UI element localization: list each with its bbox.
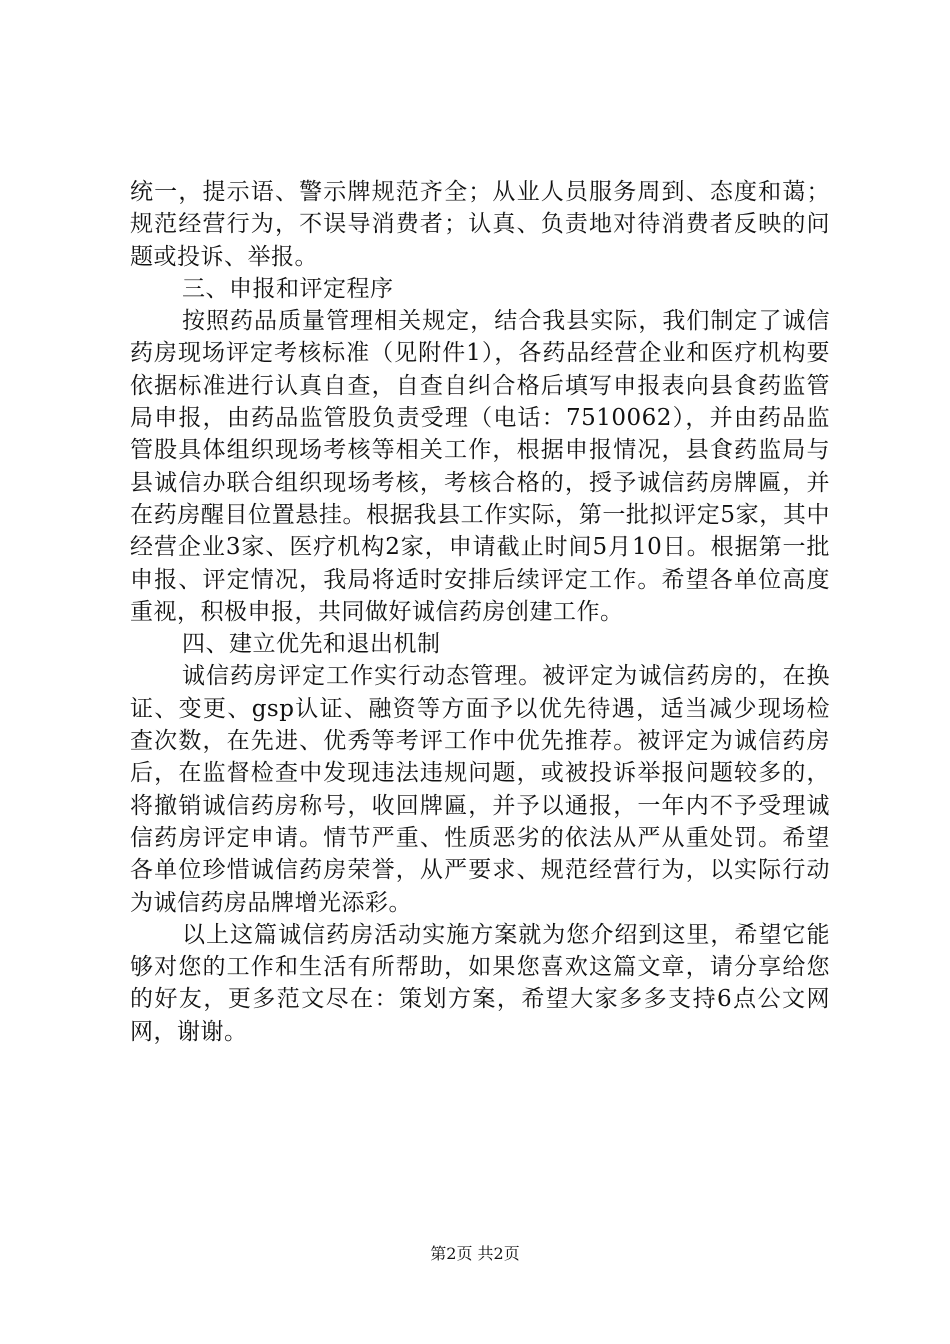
- paragraph-closing: 以上这篇诚信药房活动实施方案就为您介绍到这里，希望它能够对您的工作和生活有所帮助，如果您喜欢这篇文章，请分享给您的好友，更多范文尽在：策划方案，希望大家多多支持6点公文网网，谢谢。: [130, 921, 830, 1045]
- section-heading-4: 四、建立优先和退出机制: [182, 631, 441, 658]
- paragraph-application-procedure: 按照药品质量管理相关规定，结合我县实际，我们制定了诚信药房现场评定考核标准（见附件1），各药品经营企业和医疗机构要依据标准进行认真自查，自查自纠合格后填写申报表向县食药监管局申报，由药品监管股负责受理（电话：7510062），并由药品监管股具体组织现场考核等相关工作，根据申报情况，县食药监局与县诚信办联合组织现场考核，考核合格的，授予诚信药房牌匾，并在药房醒目位置悬挂。根据我县工作实际，第一批拟评定5家，其中经营企业3家、医疗机构2家，申请截止时间5月10日。根据第一批申报、评定情况，我局将适时安排后续评定工作。希望各单位高度重视，积极申报，共同做好诚信药房创建工作。: [130, 308, 830, 625]
- document-body: [130, 176, 830, 1048]
- page-number-footer: 第2页 共2页: [430, 1244, 520, 1263]
- paragraph-continuation: 统一，提示语、警示牌规范齐全；从业人员服务周到、态度和蔼；规范经营行为，不误导消费者；认真、负责地对待消费者反映的问题或投诉、举报。: [130, 179, 830, 270]
- section-heading-3: 三、申报和评定程序: [182, 275, 394, 302]
- paragraph-priority-exit-mechanism: 诚信药房评定工作实行动态管理。被评定为诚信药房的，在换证、变更、gsp认证、融资等方面予以优先待遇，适当减少现场检查次数，在先进、优秀等考评工作中优先推荐。被评定为诚信药房后，在监督检查中发现违法违规问题，或被投诉举报问题较多的，将撤销诚信药房称号，收回牌匾，并予以通报，一年内不予受理诚信药房评定申请。情节严重、性质恶劣的依法从严从重处罚。希望各单位珍惜诚信药房荣誉，从严要求、规范经营行为，以实际行动为诚信药房品牌增光添彩。: [130, 663, 830, 916]
